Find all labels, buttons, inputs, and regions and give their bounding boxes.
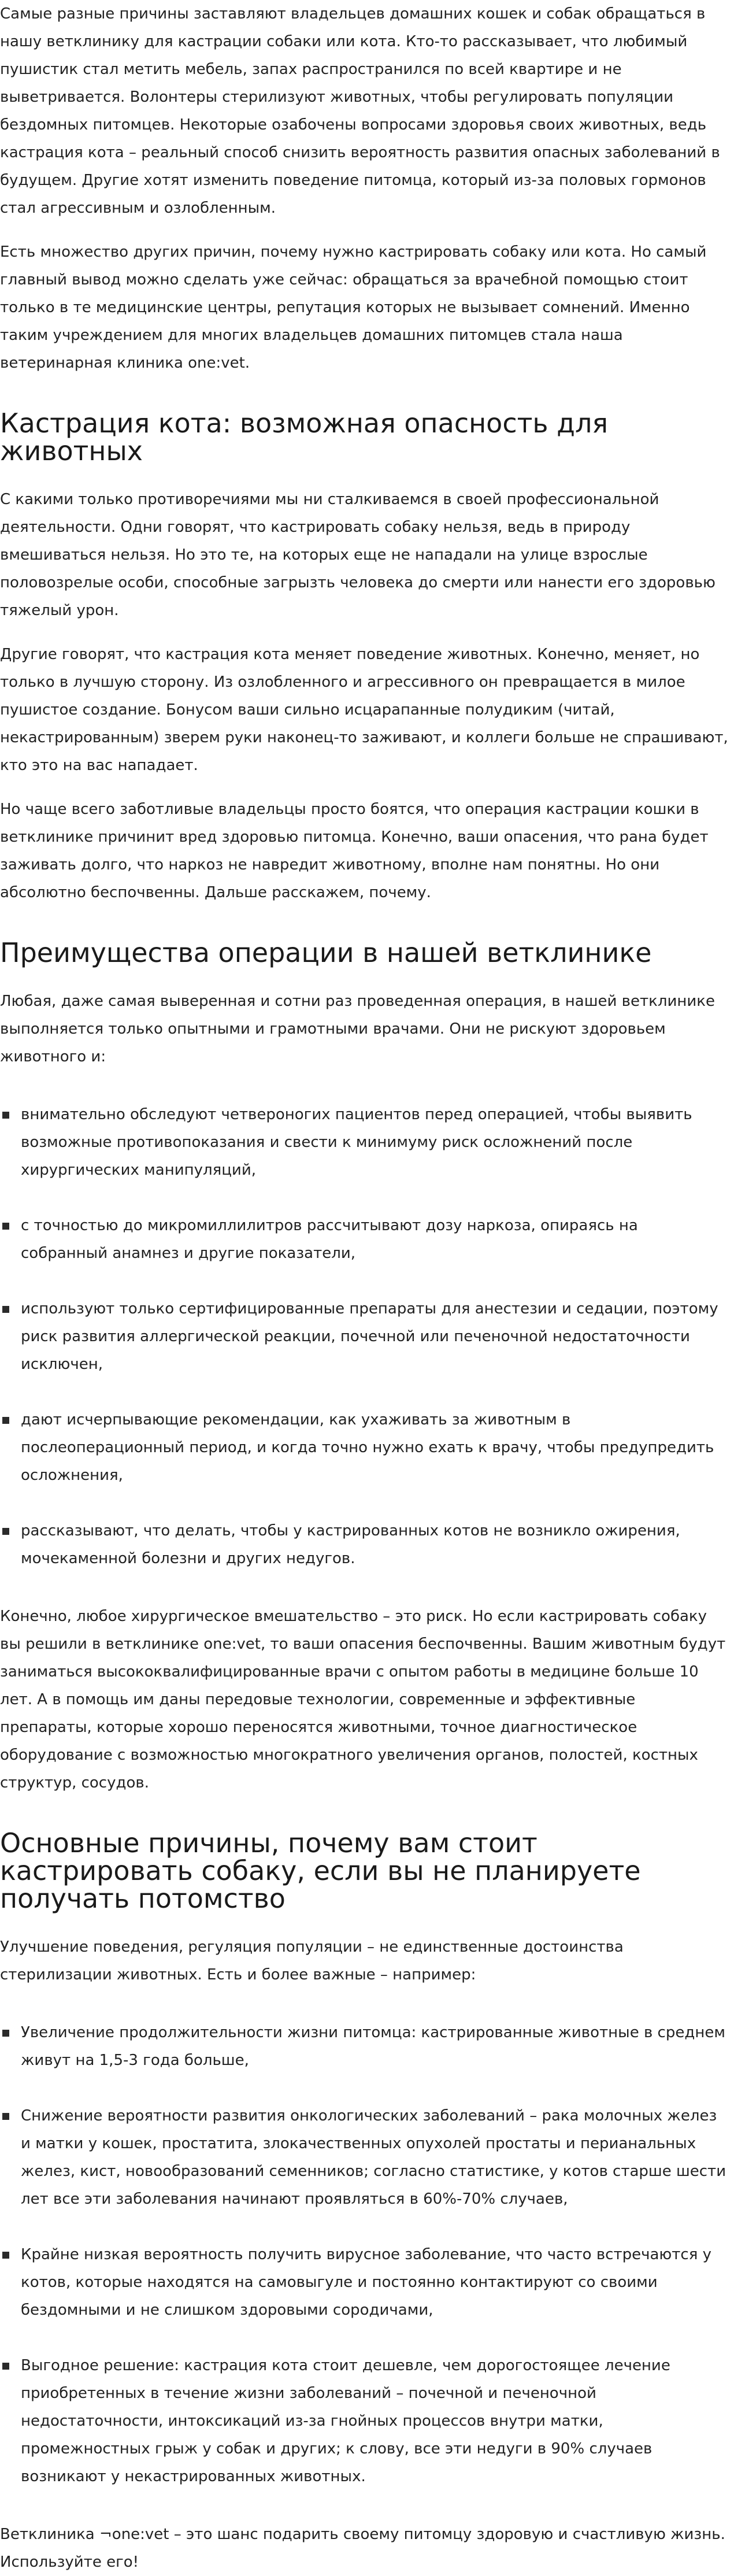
list-item-text: с точностью до микромиллилитров рассчитывают дозу наркоза, опираясь на собранный анамнез и другие показатели, (21, 1217, 638, 1262)
list-item-text: дают исчерпывающие рекомендации, как ухаживать за животным в послеоперационный период, и когда точно нужно ехать к врачу, чтобы предупредить осложнения, (21, 1411, 714, 1484)
list-item (0, 2352, 729, 2490)
section-heading-clinic-advantages: Преимущества операции в нашей ветклинике (0, 937, 652, 968)
advantages-list (0, 1101, 729, 1572)
section-heading-castration-danger: Кастрация кота: возможная опасность для животных (0, 408, 609, 467)
list-item-text: Увеличение продолжительности жизни питомца: кастрированные животные в среднем живут на 1,5-3 года больше, (21, 2024, 725, 2069)
list-item (0, 1406, 729, 1489)
list-item-text: рассказывают, что делать, чтобы у кастрированных котов не возникло ожирения, мочекаменной болезни и других недугов. (21, 1522, 680, 1567)
square-bullet-icon (2, 2113, 9, 2120)
list-item-text: Крайне низкая вероятность получить вирусное заболевание, что часто встречаются у котов, которые находятся на самовыгуле и постоянно контактируют со своими бездомными и не слишком здоровыми сородичами, (21, 2246, 711, 2319)
square-bullet-icon (2, 1223, 9, 1230)
square-bullet-icon (2, 1528, 9, 1535)
section2-outro: Конечно, любое хирургическое вмешательство – это риск. Но если кастрировать собаку вы решили в ветклинике one:vet, то ваши опасения беспочвенны. Вашим животным будут заниматься высококвалифицированные врачи с опытом работы в медицине больше 10 лет. А в помощь им даны передовые технологии, современные и эффективные препараты, которые хорошо переносятся животными, точное диагностическое оборудование с возможностью многократного увеличения органов, полостей, костных структур, сосудов. (0, 1608, 726, 1792)
square-bullet-icon (2, 2030, 9, 2037)
section3-intro: Улучшение поведения, регуляция популяции – не единственные достоинства стерилизации животных. Есть и более важные – например: (0, 1938, 624, 1983)
reasons-list (0, 2019, 729, 2490)
square-bullet-icon (2, 1306, 9, 1313)
square-bullet-icon (2, 1112, 9, 1119)
section1-paragraph-2: Другие говорят, что кастрация кота меняет поведение животных. Конечно, меняет, но только в лучшую сторону. Из озлобленного и агрессивного он превращается в милое пушистое создание. Бонусом ваши сильно исцарапанные полудиким (читай, некастрированным) зверем руки наконец-то заживают, и коллеги больше не спрашивают, кто это на вас нападает. (0, 646, 728, 774)
intro-paragraph-2: Есть множество других причин, почему нужно кастрировать собаку или кота. Но самый главный вывод можно сделать уже сейчас: обращаться за врачебной помощью стоит только в те медицинские центры, репутация которых не вызывает сомнений. Именно таким учреждением для многих владельцев домашних питомцев стала наша ветеринарная клиника one:vet. (0, 243, 707, 372)
square-bullet-icon (2, 2252, 9, 2259)
list-item-text: Снижение вероятности развития онкологических заболеваний – рака молочных желез и матки у кошек, простатита, злокачественных опухолей простаты и перианальных желез, кист, новообразований семенников; согласно статистике, у котов старше шести лет все эти заболевания начинают проявляться в 60%-70% случаев, (21, 2107, 726, 2208)
section1-paragraph-3: Но чаще всего заботливые владельцы просто боятся, что операция кастрации кошки в ветклинике причинит вред здоровью питомца. Конечно, ваши опасения, что рана будет заживать долго, что наркоз не навредит животному, вполне нам понятны. Но они абсолютно беспочвенны. Дальше расскажем, почему. (0, 801, 709, 901)
list-item (0, 2102, 729, 2213)
section2-intro: Любая, даже самая выверенная и сотни раз проведенная операция, в нашей ветклинике выполняется только опытными и грамотными врачами. Они не рискуют здоровьем животного и: (0, 993, 715, 1065)
square-bullet-icon (2, 1417, 9, 1424)
list-item (0, 2019, 729, 2074)
square-bullet-icon (2, 2363, 9, 2370)
list-item (0, 1212, 729, 1267)
section1-paragraph-1: С какими только противоречиями мы ни сталкиваемся в своей профессиональной деятельности. Одни говорят, что кастрировать собаку нельзя, ведь в природу вмешиваться нельзя. Но это те, на которых еще не нападали на улице взрослые половозрелые особи, способные загрызть человека до смерти или нанести его здоровью тяжелый урон. (0, 491, 716, 619)
intro-paragraph-1: Самые разные причины заставляют владельцев домашних кошек и собак обращаться в нашу ветклинику для кастрации собаки или кота. Кто-то рассказывает, что любимый пушистик стал метить мебель, запах распространился по всей квартире и не выветривается. Волонтеры стерилизуют животных, чтобы регулировать популяции бездомных питомцев. Некоторые озабочены вопросами здоровья своих животных, ведь кастрация кота – реальный способ снизить вероятность развития опасных заболеваний в будущем. Другие хотят изменить поведение питомца, который из-за половых гормонов стал агрессивным и озлобленным. (0, 5, 720, 217)
list-item (0, 1295, 729, 1378)
list-item-text: внимательно обследуют четвероногих пациентов перед операцией, чтобы выявить возможные противопоказания и свести к минимуму риск осложнений после хирургических манипуляций, (21, 1106, 692, 1179)
list-item (0, 2241, 729, 2324)
list-item-text: Выгодное решение: кастрация кота стоит дешевле, чем дорогостоящее лечение приобретенных в течение жизни заболеваний – почечной и печеночной недостаточности, интоксикаций из-за гнойных процессов внутри матки, промежностных грыж у собак и других; к слову, все эти недуги в 90% случаев возникают у некастрированных животных. (21, 2357, 670, 2485)
section3-outro: Ветклиника ¬one:vet – это шанс подарить своему питомцу здоровую и счастливую жизнь. Используйте его! (0, 2526, 725, 2571)
section-heading-main-reasons: Основные причины, почему вам стоит кастрировать собаку, если вы не планируете получать потомство (0, 1827, 641, 1914)
list-item (0, 1517, 729, 1572)
list-item-text: используют только сертифицированные препараты для анестезии и седации, поэтому риск развития аллергической реакции, почечной или печеночной недостаточности исключен, (21, 1300, 718, 1373)
list-item (0, 1101, 729, 1184)
